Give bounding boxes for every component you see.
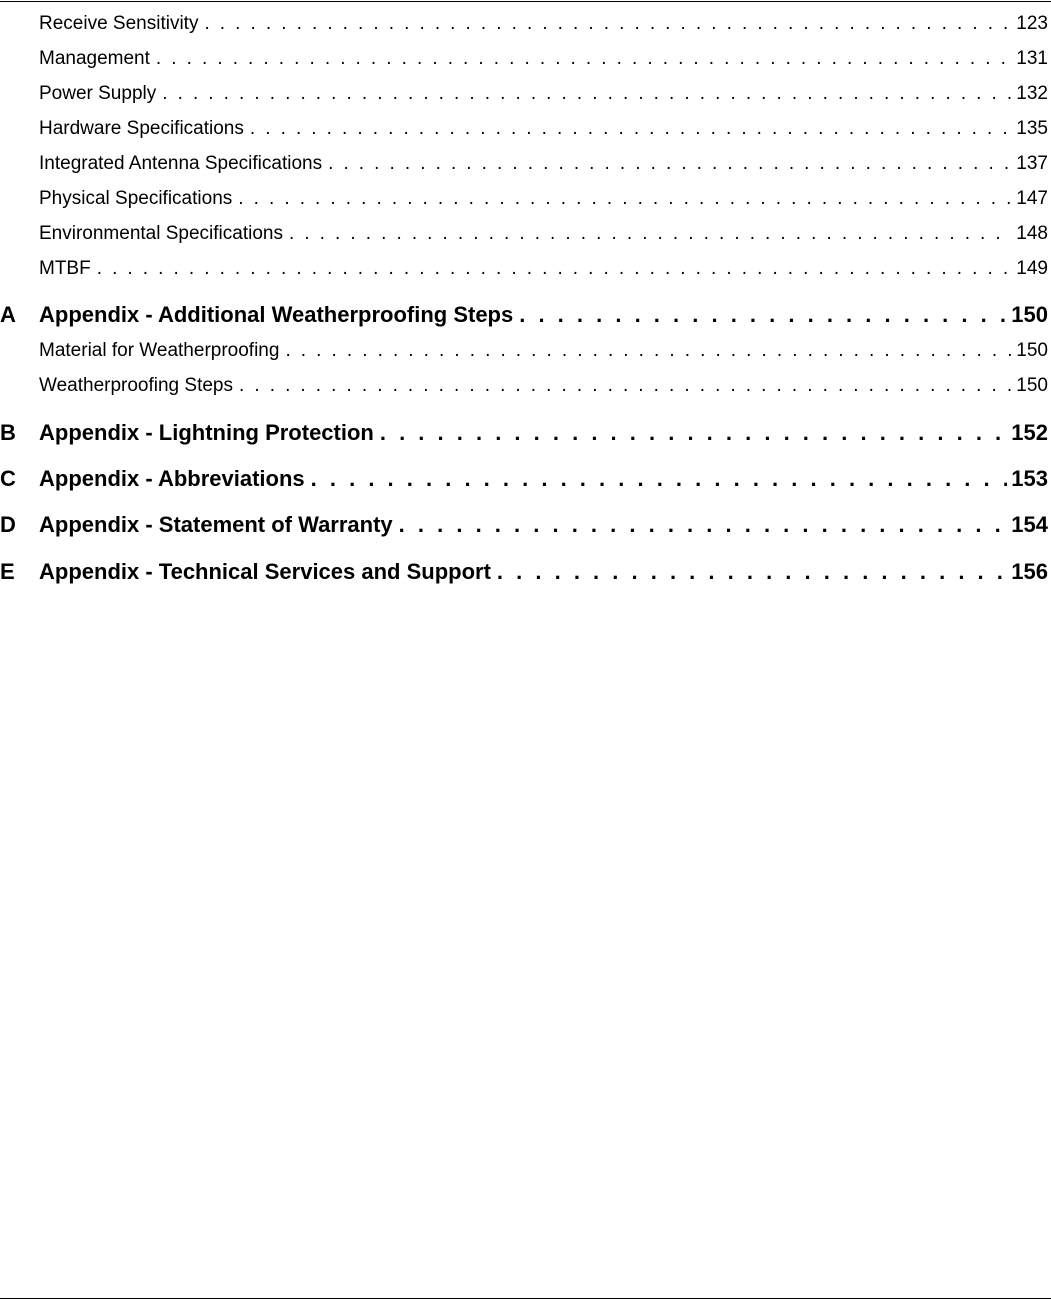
appendix-letter: C	[0, 466, 16, 491]
dot-leader	[399, 510, 1008, 540]
toc-entry-page: 131	[1016, 48, 1048, 69]
toc-entry-title: Power Supply	[39, 83, 157, 104]
toc-entry-title: Physical Specifications	[39, 188, 233, 209]
dot-leader	[289, 221, 1012, 247]
appendix-letter: D	[0, 512, 16, 537]
toc-entry-page: 137	[1016, 153, 1048, 174]
toc-appendix-page: 153	[1011, 466, 1048, 491]
toc-entry-page: 149	[1016, 258, 1048, 279]
top-rule	[0, 1, 1051, 2]
toc-entry-title: Hardware Specifications	[39, 118, 244, 139]
bottom-rule	[0, 1298, 1051, 1299]
toc-entry-title: Weatherproofing Steps	[39, 375, 233, 396]
toc-entry-page: 148	[1016, 223, 1048, 244]
dot-leader	[238, 186, 1012, 212]
toc-entry-management[interactable]	[39, 46, 1048, 72]
toc-entry-weatherproofing-steps[interactable]	[39, 373, 1048, 399]
toc-entry-title: Material for Weatherproofing	[39, 340, 280, 361]
dot-leader	[239, 373, 1012, 399]
toc-entry-hardware-specifications[interactable]	[39, 116, 1048, 142]
toc-appendix-d[interactable]	[0, 510, 1048, 540]
toc-entry-page: 150	[1016, 375, 1048, 396]
toc-appendix-title: Appendix - Statement of Warranty	[39, 512, 393, 537]
appendix-letter: B	[0, 420, 16, 445]
toc-entry-physical-specifications[interactable]	[39, 186, 1048, 212]
toc-entry-environmental-specifications[interactable]	[39, 221, 1048, 247]
dot-leader	[97, 256, 1013, 282]
toc-entry-title: Environmental Specifications	[39, 223, 283, 244]
toc-entry-title: Receive Sensitivity	[39, 13, 199, 34]
toc-entry-mtbf[interactable]	[39, 256, 1048, 282]
toc-appendix-c[interactable]	[0, 464, 1048, 494]
toc-appendix-title: Appendix - Additional Weatherproofing Steps	[39, 302, 514, 327]
dot-leader	[156, 46, 1012, 72]
appendix-letter: E	[0, 559, 15, 584]
toc-appendix-b[interactable]	[0, 418, 1048, 448]
toc-entry-power-supply[interactable]	[39, 81, 1048, 107]
toc-appendix-title: Appendix - Lightning Protection	[39, 420, 374, 445]
toc-appendix-page: 154	[1011, 512, 1048, 537]
dot-leader	[497, 557, 1007, 587]
dot-leader	[519, 300, 1007, 330]
toc-entry-page: 123	[1016, 13, 1048, 34]
toc-appendix-page: 150	[1011, 302, 1048, 327]
toc-appendix-a[interactable]	[0, 300, 1048, 330]
dot-leader	[285, 338, 1012, 364]
toc-entry-page: 132	[1016, 83, 1048, 104]
dot-leader	[162, 81, 1012, 107]
toc-entry-receive-sensitivity[interactable]	[39, 11, 1048, 37]
dot-leader	[380, 418, 1007, 448]
toc-entry-title: Integrated Antenna Specifications	[39, 153, 323, 174]
toc-appendix-title: Appendix - Abbreviations	[39, 466, 305, 491]
toc-entry-page: 150	[1016, 340, 1048, 361]
toc-entry-page: 135	[1016, 118, 1048, 139]
toc-appendix-title: Appendix - Technical Services and Support	[39, 559, 491, 584]
dot-leader	[204, 11, 1012, 37]
toc-entry-integrated-antenna-specifications[interactable]	[39, 151, 1048, 177]
toc-entry-material-for-weatherproofing[interactable]	[39, 338, 1048, 364]
toc-appendix-e[interactable]	[0, 557, 1048, 587]
toc-appendix-page: 156	[1011, 559, 1048, 584]
toc-appendix-page: 152	[1011, 420, 1048, 445]
dot-leader	[311, 464, 1008, 494]
toc-entry-page: 147	[1016, 188, 1048, 209]
dot-leader	[328, 151, 1012, 177]
appendix-letter: A	[0, 302, 16, 327]
toc-entry-title: Management	[39, 48, 150, 69]
toc-entry-title: MTBF	[39, 258, 91, 279]
dot-leader	[250, 116, 1012, 142]
